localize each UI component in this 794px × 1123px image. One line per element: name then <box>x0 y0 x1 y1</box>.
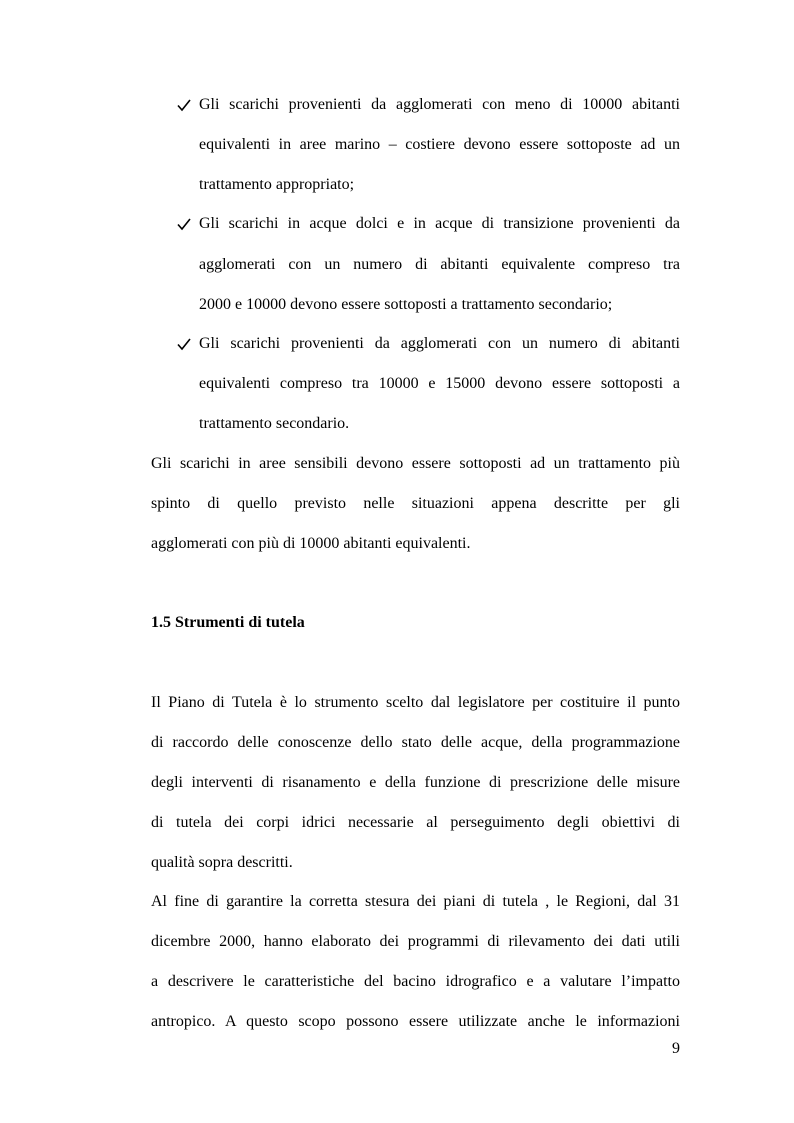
bullet-2-line-1: Gli scarichi in acque dolci e in acque di transizione provenienti da <box>199 215 680 232</box>
paragraph-1-line-2: spinto di quello previsto nelle situazioni appena descritte per gli <box>151 495 680 512</box>
bullet-3-line-2: equivalenti compreso tra 10000 e 15000 devono essere sottoposti a <box>199 375 680 392</box>
bullet-1-line-1: Gli scarichi provenienti da agglomerati con meno di 10000 abitanti <box>199 96 680 113</box>
paragraph-1-line-3: agglomerati con più di 10000 abitanti equivalenti. <box>151 535 471 552</box>
bullet-1-line-2: equivalenti in aree marino – costiere devono essere sottoposte ad un <box>199 136 680 153</box>
section-heading: 1.5 Strumenti di tutela <box>151 614 305 631</box>
paragraph-3-line-4: antropico. A questo scopo possono essere utilizzate anche le informazioni <box>151 1013 680 1030</box>
paragraph-2-line-3: degli interventi di risanamento e della funzione di prescrizione delle misure <box>151 774 680 791</box>
paragraph-3-line-3: a descrivere le caratteristiche del bacino idrografico e a valutare l’impatto <box>151 973 680 990</box>
checkmark-icon <box>176 336 192 352</box>
paragraph-2-line-5: qualità sopra descritti. <box>151 854 293 871</box>
bullet-3-line-1: Gli scarichi provenienti da agglomerati con un numero di abitanti <box>199 335 680 352</box>
bullet-1-line-3: trattamento appropriato; <box>199 176 355 193</box>
paragraph-2-line-4: di tutela dei corpi idrici necessarie al perseguimento degli obiettivi di <box>151 814 680 831</box>
bullet-2-line-3: 2000 e 10000 devono essere sottoposti a trattamento secondario; <box>199 296 613 313</box>
bullet-3-line-3: trattamento secondario. <box>199 415 350 432</box>
paragraph-2-line-1: Il Piano di Tutela è lo strumento scelto dal legislatore per costituire il punto <box>151 694 680 711</box>
paragraph-1-line-1: Gli scarichi in aree sensibili devono essere sottoposti ad un trattamento più <box>151 455 680 472</box>
checkmark-icon <box>176 216 192 232</box>
paragraph-3-line-2: dicembre 2000, hanno elaborato dei programmi di rilevamento dei dati utili <box>151 933 680 950</box>
paragraph-2-line-2: di raccordo delle conoscenze dello stato delle acque, della programmazione <box>151 734 680 751</box>
bullet-2-line-2: agglomerati con un numero di abitanti equivalente compreso tra <box>199 256 680 273</box>
paragraph-3-line-1: Al fine di garantire la corretta stesura dei piani di tutela , le Regioni, dal 31 <box>151 893 680 910</box>
checkmark-icon <box>176 97 192 113</box>
page-number: 9 <box>672 1040 680 1057</box>
